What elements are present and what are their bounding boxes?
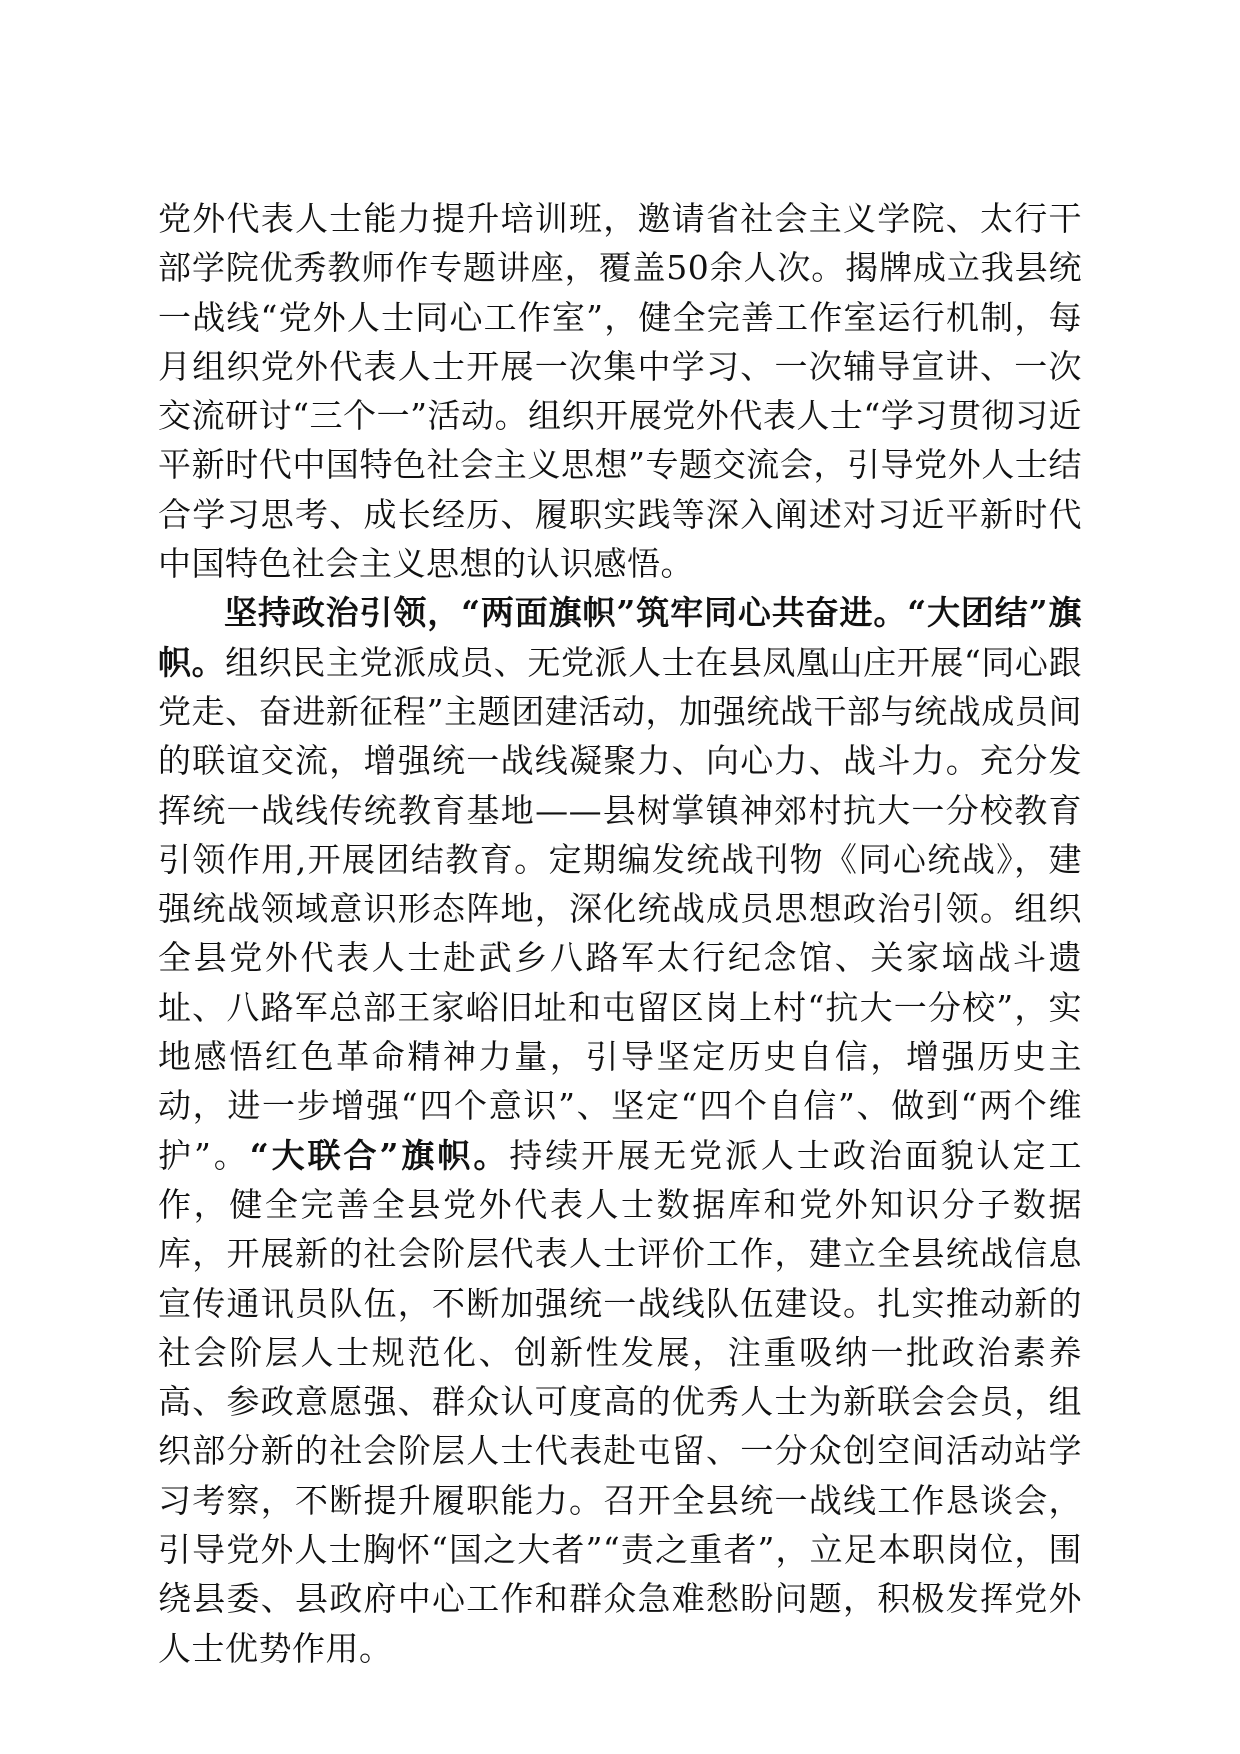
paragraph-political-leadership	[158, 588, 1082, 1673]
paragraph-training-text: 党外代表人士能力提升培训班，邀请省社会主义学院、太行干部学院优秀教师作专题讲座，覆盖50余人次。揭牌成立我县统一战线“党外人士同心工作室”，健全完善工作室运行机制，每月组织党外代表人士开展一次集中学习、一次辅导宣讲、一次交流研讨“三个一”活动。组织开展党外代表人士“学习贯彻习近平新时代中国特色社会主义思想”专题交流会，引导党外人士结合学习思考、成长经历、履职实践等深入阐述对习近平新时代中国特色社会主义思想的认识感悟。	[158, 199, 1082, 584]
body-great-unity: 组织民主党派成员、无党派人士在县凤凰山庄开展“同心跟党走、奋进新征程”主题团建活动，加强统战干部与统战成员间的联谊交流，增强统一战线凝聚力、向心力、战斗力。充分发挥统一战线传统教育基地——县树掌镇神郊村抗大一分校教育引领作用,开展团结教育。定期编发统战刊物《同心统战》，建强统战领域意识形态阵地，深化统战成员思想政治引领。组织全县党外代表人士赴武乡八路军太行纪念馆、关家垴战斗遗址、八路军总部王家峪旧址和屯留区岗上村“抗大一分校”，实地感悟红色革命精神力量，引导坚定历史自信，增强历史主动，进一步增强“四个意识”、坚定“四个自信”、做到“两个维护”。	[158, 642, 1083, 1175]
body-great-alliance: 持续开展无党派人士政治面貌认定工作，健全完善全县党外代表人士数据库和党外知识分子数据库，开展新的社会阶层代表人士评价工作，建立全县统战信息宣传通讯员队伍，不断加强统一战线队伍建设。扎实推动新的社会阶层人士规范化、创新性发展，注重吸纳一批政治素养高、参政意愿强、群众认可度高的优秀人士为新联会会员，组织部分新的社会阶层人士代表赴屯留、一分众创空间活动站学习考察，不断提升履职能力。召开全县统一战线工作恳谈会，引导党外人士胸怀“国之大者”“责之重者”，立足本职岗位，围绕县委、县政府中心工作和群众急难愁盼问题，积极发挥党外人士优势作用。	[158, 1135, 1083, 1668]
section-heading: 坚持政治引领，“两面旗帜”筑牢同心共奋进。	[224, 593, 908, 633]
document-page	[158, 194, 1082, 1673]
paragraph-training	[158, 194, 1082, 588]
subheading-great-alliance: “大联合”旗帜。	[249, 1135, 510, 1175]
subheading-great-unity: “大团结”旗帜。	[158, 593, 1082, 682]
